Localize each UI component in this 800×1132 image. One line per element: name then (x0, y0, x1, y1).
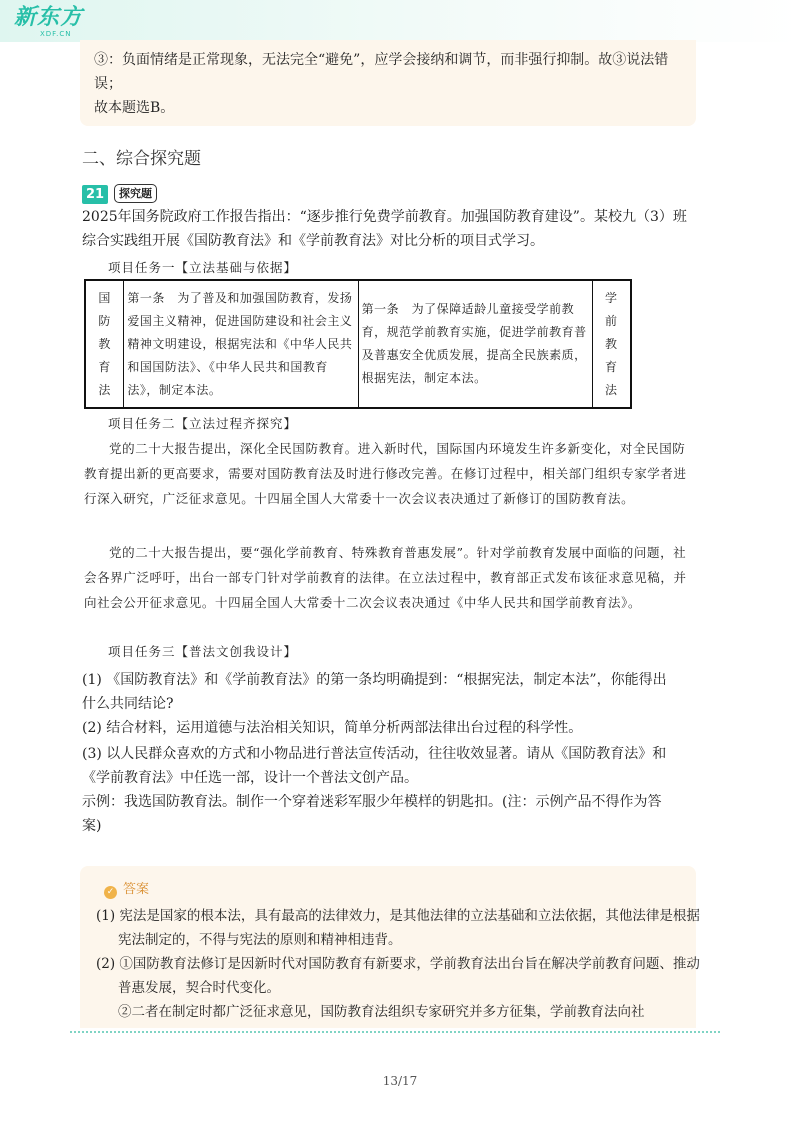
intro-line: 综合实践组开展《国防教育法》和《学前教育法》对比分析的项目式学习。 (82, 233, 544, 249)
example-note: 示例：我选国防教育法。制作一个穿着迷彩军服少年模样的钥匙扣。(注：示例产品不得作为答 案) (82, 794, 662, 834)
task2-title: 项目任务二【立法过程齐探究】 (108, 416, 298, 431)
check-icon: ✓ (104, 886, 117, 899)
defense-law-name-cell: 国 防 教 育 法 (85, 280, 124, 408)
answer-2: (2) ①国防教育法修订是因新时代对国防教育有新要求，学前教育法出台旨在解决学前教育问题、推动普惠发展，契合时代变化。 (96, 956, 700, 996)
previous-answer-line: ③：负面情绪是正常现象，无法完全“避免”，应学会接纳和调节，而非强行抑制。故③说法错 (94, 52, 669, 68)
section-heading: 二、综合探究题 (82, 149, 201, 169)
header-band (0, 0, 800, 42)
preschool-law-article: 第一条 为了保障适龄儿童接受学前教育，规范学前教育实施，促进学前教育普及普惠安全优质发展，提高全民族素质，根据宪法，制定本法。 (358, 280, 592, 408)
intro-line: 2025年国务院政府工作报告指出：“逐步推行免费学前教育。加强国防教育建设”。某校九（3）班 (82, 209, 687, 225)
logo-subtext: XDF.CN (40, 30, 72, 38)
answer-2b: ②二者在制定时都广泛征求意见，国防教育法组织专家研究并多方征集，学前教育法向社 (118, 1004, 645, 1020)
xdf-logo (14, 6, 83, 38)
previous-answer-line: 故本题选B。 (94, 100, 175, 116)
answer-box (80, 866, 700, 1028)
law-comparison-table (84, 279, 632, 409)
previous-answer-box (80, 40, 696, 126)
answer-1: (1) 宪法是国家的根本法，具有最高的法律效力，是其他法律的立法基础和立法依据，其他法律是根据宪法制定的，不得与宪法的原则和精神相违背。 (96, 908, 700, 948)
subquestion-1: (1) 《国防教育法》和《学前教育法》的第一条均明确提到：“根据宪法，制定本法”，你能得出 什么共同结论? (82, 672, 667, 712)
task3-title: 项目任务三【普法文创我设计】 (108, 644, 298, 659)
material-paragraph: 党的二十大报告提出，要“强化学前教育、特殊教育普惠发展”。针对学前教育发展中面临的问题，社会各界广泛呼吁，出台一部专门针对学前教育的法律。在立法过程中，教育部正式发布该征求意见稿，并向社会公开征求意见。十四届全国人大常委十二次会议表决通过《中华人民共和国学前教育法》。 (84, 545, 687, 610)
question-type-tag: 探究题 (114, 184, 157, 203)
answer-label: ✓ 答案 (104, 878, 149, 899)
page-number: 13/17 (382, 1074, 418, 1088)
logo-text: 新东方 (14, 5, 84, 30)
subquestion-3: (3) 以人民群众喜欢的方式和小物品进行普法宣传活动，往往收效显著。请从《国防教育法》和 《学前教育法》中任选一部，设计一个普法文创产品。 (82, 746, 667, 786)
defense-law-article: 第一条 为了普及和加强国防教育，发扬爱国主义精神，促进国防建设和社会主义精神文明建设，根据宪法和《中华人民共和国国防法》、《中华人民共和国教育法》，制定本法。 (124, 280, 358, 408)
task1-title: 项目任务一【立法基础与依据】 (108, 260, 298, 275)
preschool-law-name-cell: 学 前 教 育 法 (592, 280, 631, 408)
previous-answer-line: 误； (94, 76, 122, 92)
question-intro (82, 205, 702, 253)
page-divider (70, 1031, 720, 1033)
subquestion-2: (2) 结合材料，运用道德与法治相关知识，简单分析两部法律出台过程的科学性。 (82, 720, 583, 736)
question-number-badge: 21 (82, 185, 108, 204)
material-paragraph: 党的二十大报告提出，深化全民国防教育。进入新时代，国际国内环境发生许多新变化，对全民国防教育提出新的更高要求，需要对国防教育法及时进行修改完善。在修订过程中，相关部门组织专家学者进行深入研究，广泛征求意见。十四届全国人大常委十一次会议表决通过了新修订的国防教育法。 (84, 441, 687, 506)
